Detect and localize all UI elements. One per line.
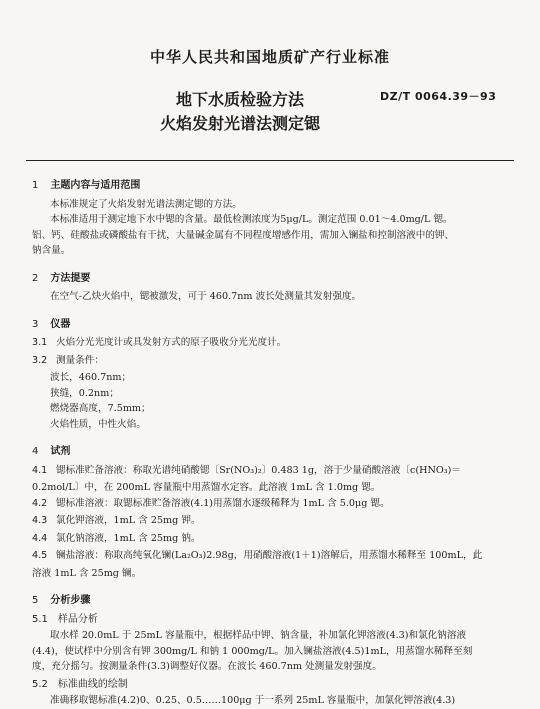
item-text: 氯化钠溶液，1mL 含 25mg 钠。 — [56, 532, 201, 544]
paragraph: 取水样 20.0mL 于 25mL 容量瓶中，根据样品中钾、钠含量，补加氯化钾溶液(4.3)和氯化钠溶液 — [50, 630, 467, 641]
item-text: 镧盐溶液：称取高纯氧化镧(La₂O₃)2.98g，用硝酸溶液(1＋1)溶解后，用蒸馏水稀释至 100mL，此 — [56, 550, 483, 561]
list-item — [32, 463, 514, 479]
measurement-condition: 波长，460.7nm； — [50, 372, 132, 383]
document-title — [120, 88, 360, 136]
header-divider — [26, 160, 514, 161]
list-item — [32, 353, 514, 369]
section-1-heading — [32, 178, 514, 194]
section-number: 5 — [32, 595, 39, 606]
paragraph: 本标准规定了火焰发射光谱法测定锶的方法。 — [50, 198, 242, 210]
paragraph: 准确移取锶标准(4.2)0、0.25、0.5……100μg 于一系列 25mL 容量瓶中，加氯化钾溶液(4.3) — [50, 695, 456, 706]
subsection-number: 5.1 — [32, 613, 48, 625]
item-continuation: 0.2mol/L〕中，在 200mL 容量瓶中用蒸馏水定容。此溶液 1mL 含 1.0mg 锶。 — [32, 482, 381, 493]
list-item — [32, 496, 514, 512]
subsection-heading — [32, 677, 514, 693]
subsection-title: 样品分析 — [57, 613, 98, 625]
measurement-condition: 狭缝，0.2nm； — [50, 387, 119, 399]
subsection-heading — [32, 612, 514, 628]
item-number: 3.1 — [32, 337, 48, 348]
standard-code: DZ/T 0064.39－93 — [380, 90, 497, 103]
section-number: 3 — [32, 318, 39, 330]
item-text: 测量条件： — [56, 354, 104, 366]
title-line-1: 地下水质检验方法 — [175, 90, 304, 109]
document-body — [32, 174, 514, 709]
item-continuation: 溶液 1mL 含 25mg 镧。 — [32, 567, 142, 579]
paragraph-continuation: 铝、钙、硅酸盐或磷酸盐有干扰，大量碱金属有不同程度增感作用，需加入镧盐和控制溶液中的钾、 — [32, 229, 455, 241]
standard-organization: 中华人民共和国地质矿产行业标准 — [149, 48, 390, 66]
section-title: 主题内容与适用范围 — [50, 180, 141, 191]
paragraph-continuation: 钠含量。 — [32, 245, 71, 256]
item-number: 4.2 — [32, 497, 48, 509]
paragraph-continuation: 度，充分摇匀。按测量条件(3.3)调整好仪器。在波长 460.7nm 处测量发射强度。 — [32, 661, 382, 672]
item-number: 4.3 — [32, 515, 48, 526]
section-4-heading — [32, 444, 514, 460]
item-text: 锶标准溶液：取锶标准贮备溶液(4.1)用蒸馏水逐级稀释为 1mL 含 5.0μg 锶。 — [56, 497, 390, 509]
section-number: 4 — [32, 446, 39, 457]
section-5-heading — [32, 593, 514, 609]
list-item — [32, 548, 514, 564]
paragraph: 在空气-乙炔火焰中，锶被激发，可于 460.7nm 波长处测量其发射强度。 — [50, 291, 362, 302]
list-item — [32, 531, 514, 547]
measurement-condition: 燃烧器高度，7.5mm； — [50, 403, 151, 414]
paragraph-continuation: (4.4)，使试样中分别含有钾 300mg/L 和钠 1 000mg/L。加入镧盐溶液(4.5)1mL，用蒸馏水稀释至刻 — [32, 645, 473, 657]
section-2-heading — [32, 271, 514, 287]
section-title: 方法提要 — [50, 272, 91, 284]
item-text: 氯化钾溶液，1mL 含 25mg 钾。 — [56, 515, 201, 526]
item-number: 4.5 — [32, 550, 48, 561]
section-title: 仪器 — [50, 318, 71, 330]
list-item — [32, 335, 514, 351]
paragraph: 本标准适用于测定地下水中锶的含量。最低检测浓度为5μg/L。测定范围 0.01～4.0mg/L 锶。 — [50, 214, 453, 225]
subsection-title: 标准曲线的绘制 — [57, 678, 128, 690]
item-number: 3.2 — [32, 354, 48, 366]
section-3-heading — [32, 317, 514, 333]
item-text: 火焰分光光度计或具发射方式的原子吸收分光光度计。 — [56, 337, 287, 348]
section-number: 2 — [32, 272, 39, 284]
subsection-number: 5.2 — [32, 678, 48, 690]
item-text: 锶标准贮备溶液：称取光谱纯硝酸锶〔Sr(NO₃)₂〕0.483 1g，溶于少量硝酸溶液〔c(HNO₃)＝ — [56, 464, 461, 476]
section-title: 分析步骤 — [50, 595, 91, 606]
measurement-condition: 火焰性质，中性火焰。 — [50, 418, 146, 430]
section-number: 1 — [32, 180, 39, 191]
list-item — [32, 513, 514, 529]
title-line-2: 火焰发射光谱法测定锶 — [159, 114, 320, 133]
section-title: 试剂 — [50, 446, 71, 457]
item-number: 4.4 — [32, 532, 48, 544]
item-number: 4.1 — [32, 464, 48, 476]
